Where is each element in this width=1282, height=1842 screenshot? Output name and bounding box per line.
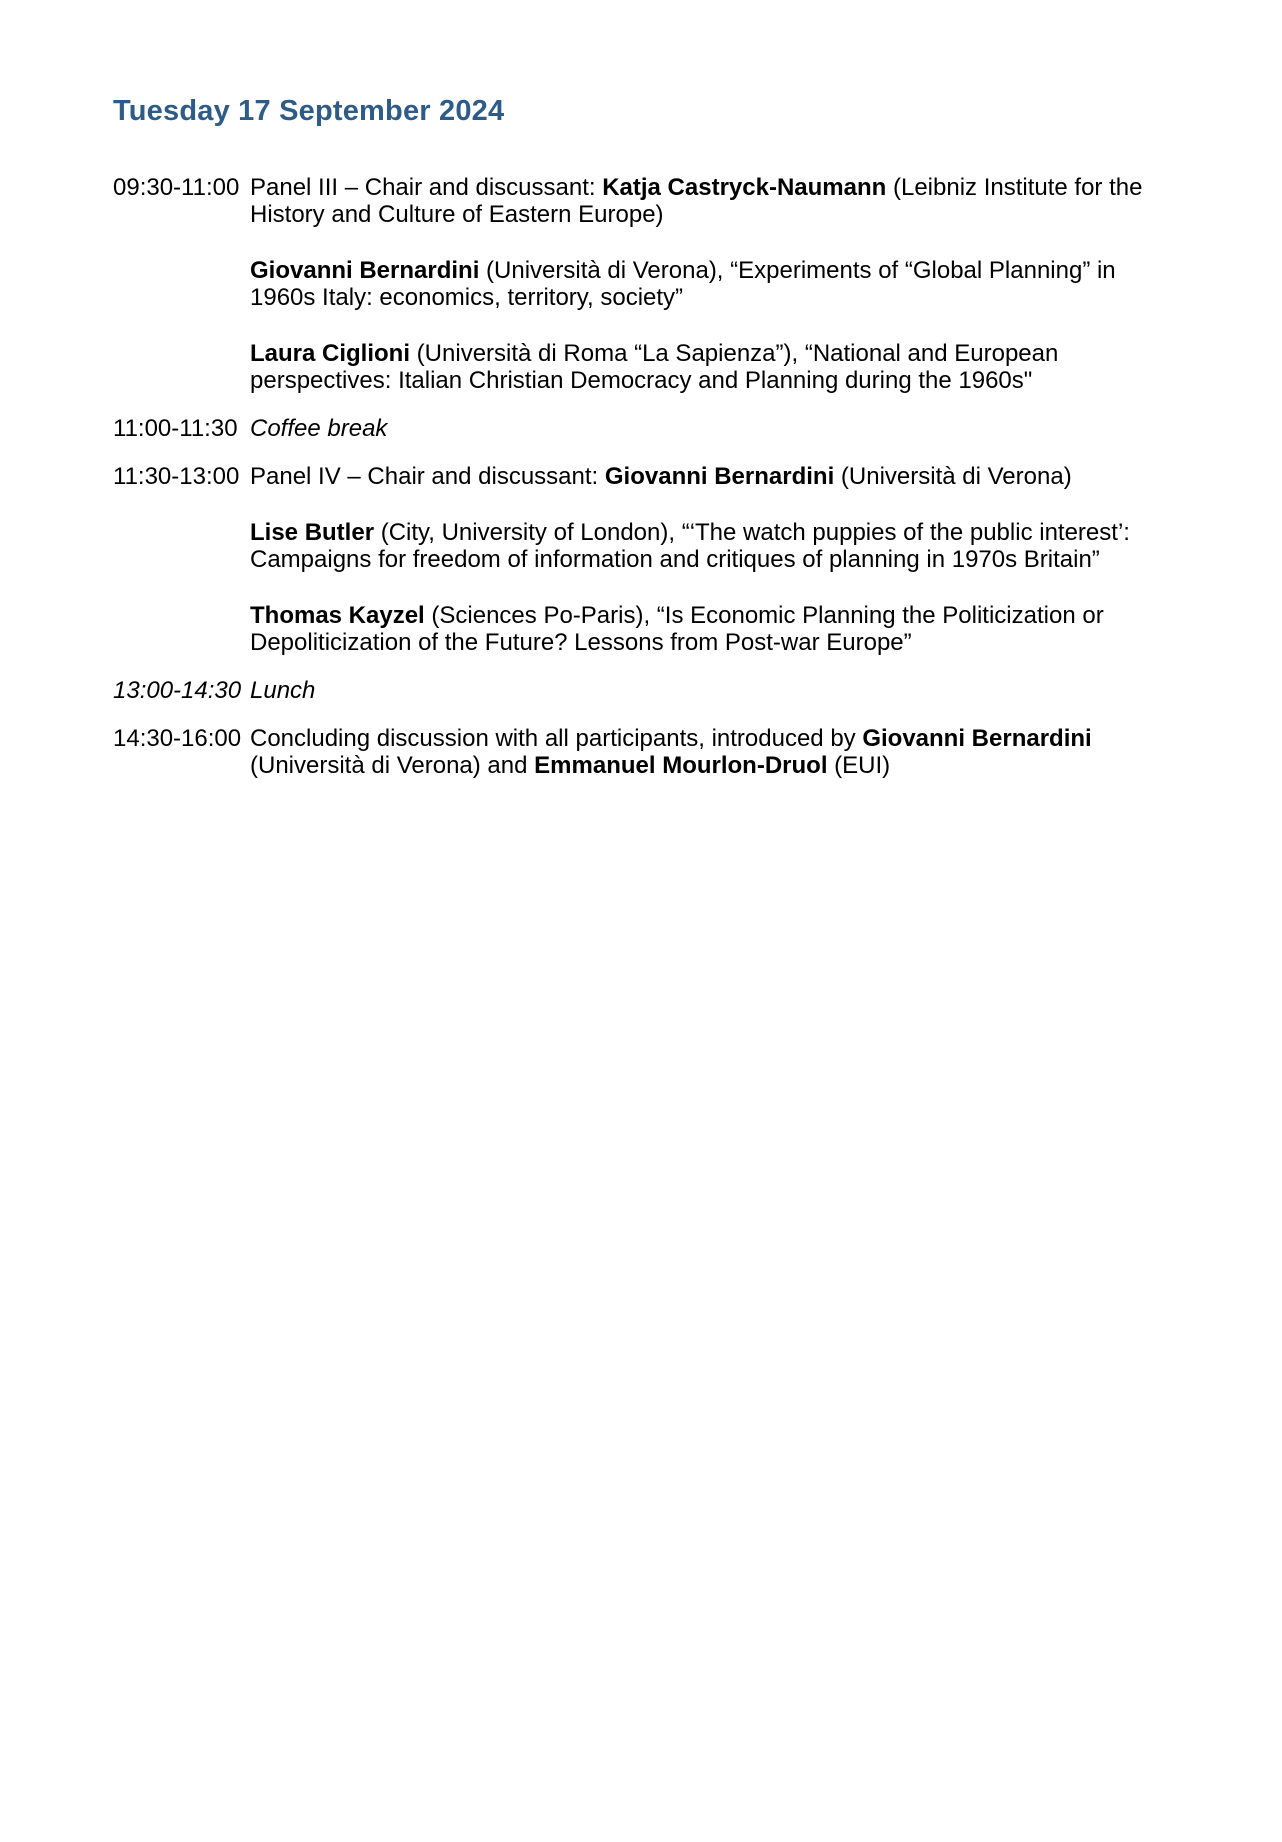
session-paragraph [250, 257, 1175, 311]
session-text: (EUI) [827, 752, 891, 779]
session-text: Panel IV – Chair and discussant: [250, 463, 605, 490]
session-paragraph [250, 519, 1175, 573]
session-text: Coffee break [250, 415, 388, 442]
session-paragraph [250, 174, 1175, 228]
time-slot: 13:00-14:30 [113, 677, 242, 704]
schedule-list [113, 174, 1177, 779]
session-paragraph [250, 725, 1175, 779]
session-text: Panel III – Chair and discussant: [250, 174, 603, 201]
schedule-row [113, 415, 1177, 442]
session-paragraph [250, 602, 1175, 656]
session-paragraph [250, 677, 1175, 704]
session-details [250, 677, 1177, 704]
page-title: Tuesday 17 September 2024 [113, 95, 505, 127]
schedule-row [113, 677, 1177, 704]
schedule-row [113, 174, 1177, 394]
session-details [250, 174, 1177, 394]
schedule-row [113, 725, 1177, 779]
person-name: Laura Ciglioni [250, 340, 411, 367]
person-name: Giovanni Bernardini [604, 463, 835, 490]
session-paragraph [250, 463, 1175, 490]
time-slot: 11:00-11:30 [113, 415, 238, 442]
session-details [250, 463, 1177, 656]
person-name: Giovanni Bernardini [862, 725, 1092, 752]
person-name: Lise Butler [250, 519, 375, 546]
session-text: Concluding discussion with all participants, introduced by [250, 725, 863, 752]
session-details [250, 415, 1177, 442]
time-slot: 11:30-13:00 [113, 463, 240, 490]
session-text: (Leibniz Institute for the History and Culture of Eastern Europe) [250, 174, 1143, 228]
session-text: (Università di Roma “La Sapienza”), “National and European perspectives: Italian Christian Democracy and Planning during the 1960s" [250, 340, 1059, 394]
session-text: (Università di Verona), “Experiments of “Global Planning” in 1960s Italy: economics, territory, society” [250, 257, 1116, 311]
person-name: Emmanuel Mourlon-Druol [534, 752, 828, 779]
session-text: (City, University of London), “‘The watch puppies of the public interest’: Campaigns for freedom of information and critiques of planning in 1970s Britain” [250, 519, 1130, 573]
session-text: Lunch [250, 677, 316, 704]
time-slot: 09:30-11:00 [113, 174, 240, 201]
person-name: Katja Castryck-Naumann [602, 174, 887, 201]
session-text: (Università di Verona) and [250, 752, 535, 779]
time-slot: 14:30-16:00 [113, 725, 242, 752]
session-paragraph [250, 340, 1175, 394]
schedule-row [113, 463, 1177, 656]
person-name: Thomas Kayzel [250, 602, 425, 629]
session-text: (Sciences Po-Paris), “Is Economic Planning the Politicization or Depoliticization of the Future? Lessons from Post-war Europe” [250, 602, 1104, 656]
session-details [250, 725, 1177, 779]
person-name: Giovanni Bernardini [250, 257, 480, 284]
session-text: (Università di Verona) [834, 463, 1072, 490]
session-paragraph [250, 415, 1175, 442]
